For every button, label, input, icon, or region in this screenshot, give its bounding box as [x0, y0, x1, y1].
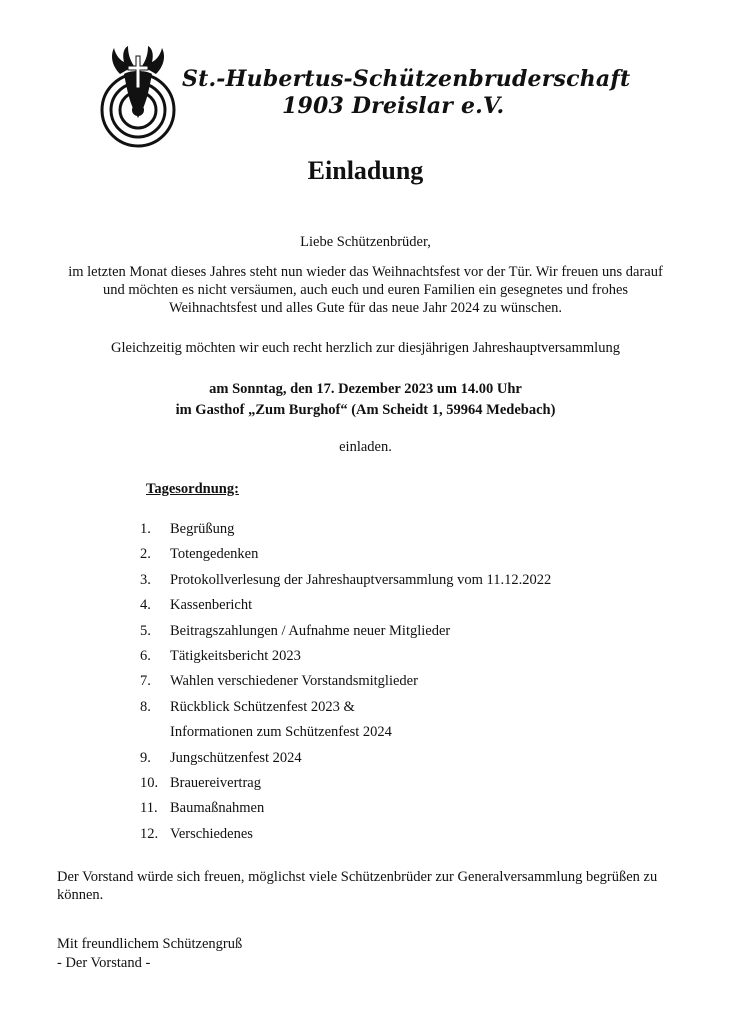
invite-line: Gleichzeitig möchten wir euch recht herzlich zur diesjährigen Jahreshauptversammlung [111, 340, 620, 356]
meeting-place: im Gasthof „Zum Burghof“ (Am Scheidt 1, 59964 Medebach) [175, 402, 556, 418]
signoff [57, 935, 242, 973]
agenda-item [140, 822, 551, 847]
agenda-number: 1. [140, 521, 151, 537]
greeting: Liebe Schützenbrüder, [300, 234, 431, 250]
agenda-number: 9. [140, 749, 151, 766]
agenda-number: 10. [140, 775, 159, 792]
agenda-text: Beitragszahlungen / Aufnahme neuer Mitglieder [170, 622, 451, 639]
agenda-item [140, 568, 551, 593]
intro-line: Weihnachtsfest und alles Gute für das neue Jahr 2024 zu wünschen. [168, 300, 563, 316]
agenda-text: Jungschützenfest 2024 [170, 749, 302, 766]
agenda-item [140, 542, 551, 567]
agenda-number: 11. [140, 800, 158, 817]
agenda-item [140, 669, 551, 694]
agenda-number: 8. [140, 698, 151, 715]
signoff-sender: - Der Vorstand - [57, 955, 151, 971]
meeting-date: am Sonntag, den 17. Dezember 2023 um 14.00 Uhr [209, 381, 522, 397]
organization-name-line1: St.-Hubertus-Schützenbruderschaft [182, 66, 631, 92]
agenda-number: 6. [140, 648, 151, 665]
agenda-item-continuation [140, 720, 551, 745]
agenda-item [140, 517, 551, 542]
agenda-text: Protokollverlesung der Jahreshauptversammlung vom 11.12.2022 [170, 571, 552, 588]
agenda-number: 4. [140, 597, 151, 614]
agenda-text: Totengedenken [170, 546, 259, 563]
agenda-heading: Tagesordnung: [146, 481, 239, 497]
agenda-item [140, 771, 551, 796]
agenda-item [140, 796, 551, 821]
agenda-number: 7. [140, 673, 151, 690]
agenda-text: Begrüßung [170, 521, 235, 537]
organization-name [182, 66, 630, 120]
intro-line: und möchten es nicht versäumen, auch euch und euren Familien ein gesegnetes und frohes [102, 282, 629, 298]
agenda-item [140, 746, 551, 771]
agenda-text: Kassenbericht [170, 597, 253, 614]
agenda-text: Baumaßnahmen [170, 800, 265, 817]
agenda-item [140, 593, 551, 618]
agenda-text: Rückblick Schützenfest 2023 & [170, 698, 355, 715]
agenda-number: 5. [140, 622, 151, 639]
agenda-text: Tätigkeitsbericht 2023 [170, 648, 301, 665]
meeting-details [40, 379, 691, 421]
agenda-number: 12. [140, 825, 159, 842]
closing-paragraph: Der Vorstand würde sich freuen, möglichst viele Schützenbrüder zur Generalversammlung begrüßen zu können. [57, 869, 658, 903]
agenda-number: 3. [140, 571, 151, 588]
agenda-item [140, 644, 551, 669]
signoff-greeting: Mit freundlichem Schützengruß [57, 936, 243, 952]
agenda-item [140, 695, 551, 720]
agenda-text: Brauereivertrag [170, 775, 261, 792]
intro-line: im letzten Monat dieses Jahres steht nun wieder das Weihnachtsfest vor der Tür. Wir freuen uns darauf [68, 264, 663, 280]
einladen-text: einladen. [339, 439, 392, 455]
club-emblem-icon [98, 44, 178, 148]
agenda-text: Informationen zum Schützenfest 2024 [170, 724, 392, 741]
agenda-number: 2. [140, 546, 151, 563]
organization-name-line2: 1903 Dreislar e.V. [282, 93, 505, 119]
agenda-item [140, 619, 551, 644]
document-title: Einladung [307, 156, 424, 185]
agenda-list [140, 517, 551, 847]
agenda-text: Wahlen verschiedener Vorstandsmitglieder [170, 673, 418, 690]
agenda-text: Verschiedenes [170, 825, 253, 842]
intro-paragraph [40, 263, 691, 317]
